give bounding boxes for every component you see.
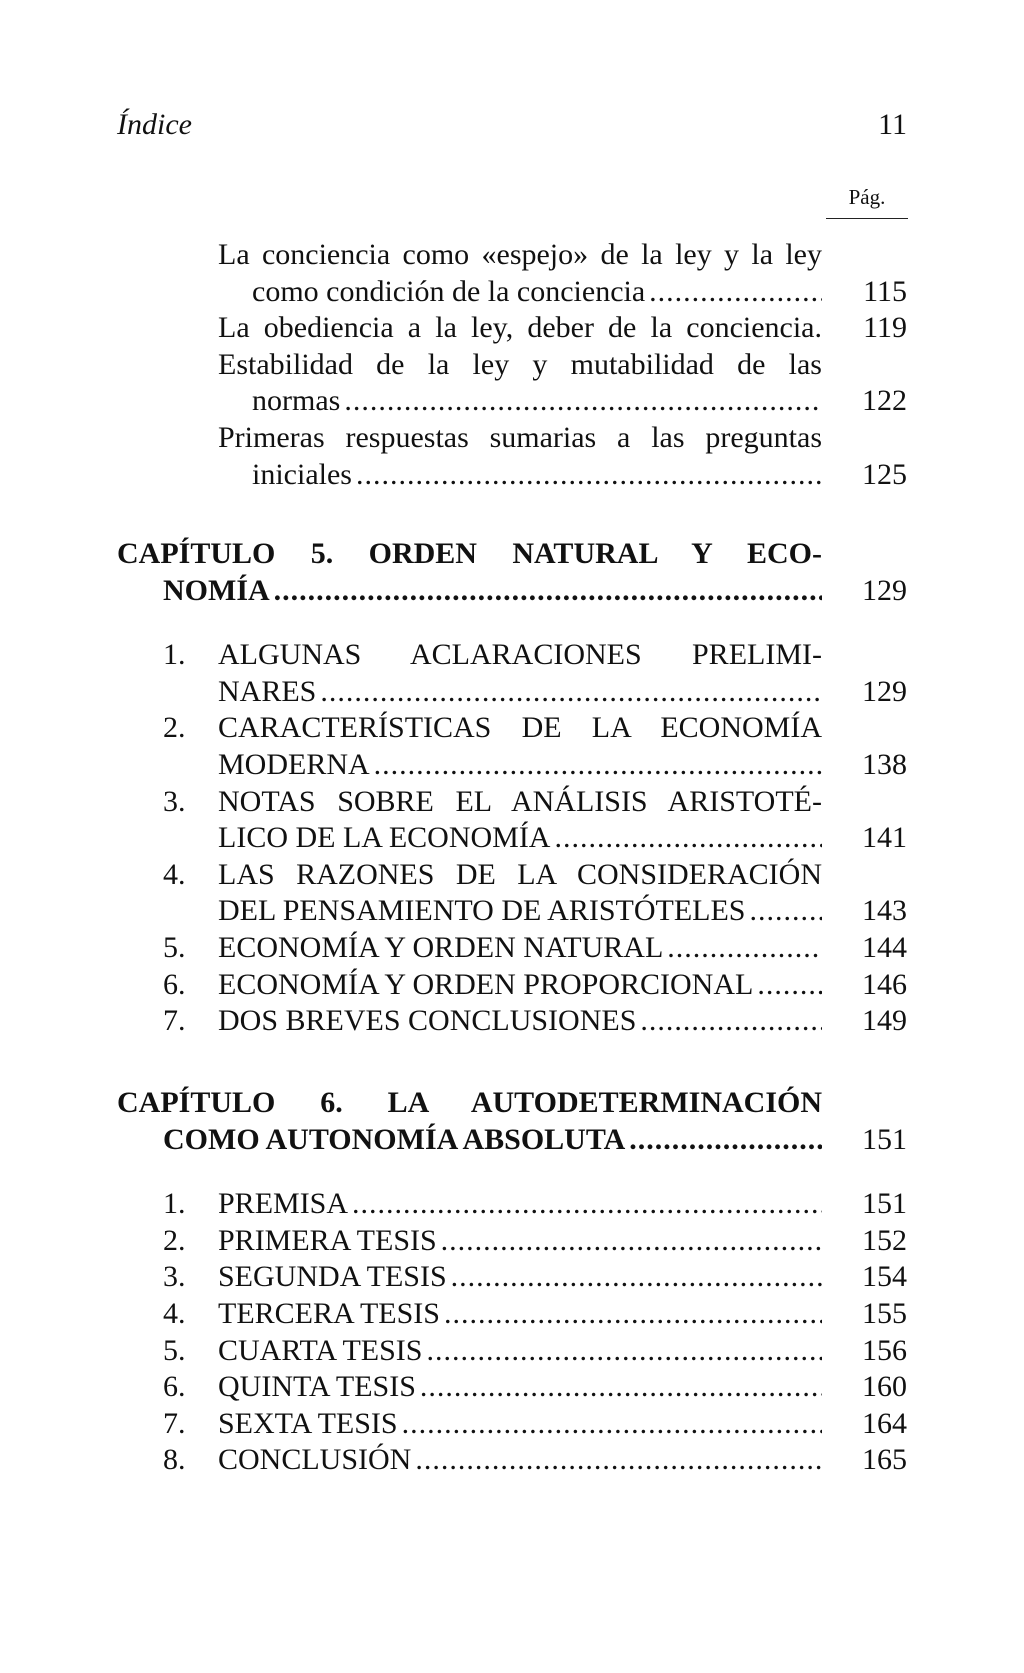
entry-line: [218, 1441, 822, 1479]
page-ref: 160: [862, 1370, 907, 1403]
item-number: 7.: [163, 1407, 186, 1440]
toc-entry: [252, 273, 822, 311]
entry-line: [218, 892, 822, 930]
entry-text: COMO AUTONOMÍA ABSOLUTA: [163, 1123, 626, 1156]
toc-entry: [218, 346, 822, 384]
entry-line: [218, 1405, 822, 1443]
page-column-label: Pág.: [848, 185, 886, 209]
item-number: 1.: [163, 1187, 186, 1220]
entry-line: [218, 1368, 822, 1406]
entry-text: PREMISA: [218, 1187, 349, 1220]
item-number: 3.: [163, 1260, 186, 1293]
item-number: 1.: [163, 638, 186, 671]
entry-line: [252, 273, 822, 311]
entry-text: DEL PENSAMIENTO DE ARISTÓTELES: [218, 894, 746, 927]
entry-line: CAPÍTULO 5. ORDEN NATURAL Y ECO-: [117, 537, 822, 570]
item-number: 7.: [163, 1004, 186, 1037]
dot-leader: [451, 1258, 822, 1296]
toc-item: [218, 709, 822, 747]
toc-item: [218, 966, 822, 1004]
page-ref: 165: [862, 1443, 907, 1476]
toc-item: [218, 1332, 822, 1370]
entry-line: [218, 1222, 822, 1260]
entry-line: Primeras respuestas sumarias a las preguntas: [218, 421, 822, 454]
page-ref: 143: [862, 894, 907, 927]
entry-text: LICO DE LA ECONOMÍA: [218, 821, 551, 854]
toc-item: [218, 1295, 822, 1333]
entry-text: SEXTA TESIS: [218, 1407, 398, 1440]
page-ref: 129: [862, 675, 907, 708]
page-ref: 141: [862, 821, 907, 854]
item-number: 4.: [163, 858, 186, 891]
dot-leader: [352, 1185, 822, 1223]
item-number: 6.: [163, 1370, 186, 1403]
page-ref: 151: [862, 1187, 907, 1220]
page-ref: 115: [863, 275, 907, 308]
entry-text: TERCERA TESIS: [218, 1297, 440, 1330]
dot-leader: [320, 673, 822, 711]
entry-line: [163, 1121, 822, 1159]
entry-line: [252, 382, 822, 420]
dot-leader: [649, 273, 822, 311]
page-ref: 149: [862, 1004, 907, 1037]
toc-item: [218, 673, 822, 711]
entry-line: La conciencia como «espejo» de la ley y la ley: [218, 238, 822, 271]
page-ref: 164: [862, 1407, 907, 1440]
toc-item: [218, 1368, 822, 1406]
page-ref: 151: [862, 1123, 907, 1156]
running-head-title: Índice: [117, 108, 192, 141]
toc-entry: [218, 236, 822, 274]
toc-entry: [252, 382, 822, 420]
entry-text: DOS BREVES CONCLUSIONES: [218, 1004, 637, 1037]
toc-item: [218, 1441, 822, 1479]
dot-leader: [750, 892, 823, 930]
entry-line: [218, 819, 822, 857]
chapter-heading: [117, 535, 822, 573]
toc-entry: [218, 419, 822, 457]
chapter-heading: [163, 572, 822, 610]
entry-text: QUINTA TESIS: [218, 1370, 416, 1403]
dot-leader: [374, 746, 822, 784]
toc-item: [218, 819, 822, 857]
entry-line: [218, 966, 822, 1004]
page-ref: 119: [863, 311, 907, 344]
toc-item: [218, 746, 822, 784]
item-number: 2.: [163, 1224, 186, 1257]
entry-line: [218, 1002, 822, 1040]
dot-leader: [667, 929, 822, 967]
entry-line: [163, 572, 822, 610]
dot-leader: [629, 1121, 822, 1159]
toc-item: [218, 929, 822, 967]
dot-leader: [356, 456, 822, 494]
item-number: 2.: [163, 711, 186, 744]
entry-text: normas: [252, 384, 341, 417]
item-number: 3.: [163, 785, 186, 818]
toc-item: [218, 1405, 822, 1443]
entry-line: CAPÍTULO 6. LA AUTODETERMINACIÓN: [117, 1086, 822, 1119]
page-ref: 155: [862, 1297, 907, 1330]
entry-text: ECONOMÍA Y ORDEN NATURAL: [218, 931, 664, 964]
dot-leader: [757, 966, 822, 1004]
entry-line: Estabilidad de la ley y mutabilidad de las: [218, 348, 822, 381]
page-ref: 122: [862, 384, 907, 417]
toc-item: [218, 856, 822, 894]
toc-item: [218, 1222, 822, 1260]
running-head: [117, 108, 907, 148]
item-number: 6.: [163, 968, 186, 1001]
entry-line: [218, 1258, 822, 1296]
entry-text: PRIMERA TESIS: [218, 1224, 437, 1257]
entry-text: SEGUNDA TESIS: [218, 1260, 447, 1293]
entry-text: CONCLUSIÓN: [218, 1443, 412, 1476]
dot-leader: [554, 819, 822, 857]
dot-leader: [274, 572, 822, 610]
toc-entry: [252, 456, 822, 494]
entry-line: [218, 1295, 822, 1333]
toc-item: [218, 636, 822, 674]
page-ref: 146: [862, 968, 907, 1001]
page-ref: 156: [862, 1334, 907, 1367]
entry-line: [218, 1332, 822, 1370]
entry-text: CUARTA TESIS: [218, 1334, 423, 1367]
page-ref: 125: [862, 458, 907, 491]
page-column-rule: [826, 218, 908, 219]
page-ref: 152: [862, 1224, 907, 1257]
page-ref: 154: [862, 1260, 907, 1293]
entry-line: NOTAS SOBRE EL ANÁLISIS ARISTOTÉ-: [218, 785, 822, 818]
entry-line: La obediencia a la ley, deber de la conciencia.: [218, 311, 822, 344]
toc-item: [218, 1185, 822, 1223]
entry-text: MODERNA: [218, 748, 370, 781]
chapter-heading: [117, 1084, 822, 1122]
toc-entry: [218, 309, 822, 347]
page-ref: 144: [862, 931, 907, 964]
toc-item: [218, 1002, 822, 1040]
dot-leader: [441, 1222, 822, 1260]
dot-leader: [344, 382, 822, 420]
entry-line: [218, 1185, 822, 1223]
chapter-heading: [163, 1121, 822, 1159]
toc-item: [218, 783, 822, 821]
entry-line: [218, 929, 822, 967]
entry-text: como condición de la conciencia: [252, 275, 646, 308]
dot-leader: [420, 1368, 822, 1406]
toc-item: [218, 1258, 822, 1296]
dot-leader: [426, 1332, 822, 1370]
entry-text: NARES: [218, 675, 317, 708]
toc-item: [218, 892, 822, 930]
item-number: 4.: [163, 1297, 186, 1330]
entry-line: CARACTERÍSTICAS DE LA ECONOMÍA: [218, 711, 822, 744]
dot-leader: [402, 1405, 822, 1443]
entry-line: [252, 456, 822, 494]
entry-text: ECONOMÍA Y ORDEN PROPORCIONAL: [218, 968, 754, 1001]
entry-text: iniciales: [252, 458, 352, 491]
item-number: 5.: [163, 1334, 186, 1367]
entry-line: LAS RAZONES DE LA CONSIDERACIÓN: [218, 858, 822, 891]
page-ref: 138: [862, 748, 907, 781]
entry-text: NOMÍA: [163, 574, 270, 607]
dot-leader: [640, 1002, 822, 1040]
item-number: 8.: [163, 1443, 186, 1476]
running-head-page-number: 11: [878, 108, 907, 141]
dot-leader: [415, 1441, 822, 1479]
page-ref: 129: [862, 574, 907, 607]
entry-line: [218, 673, 822, 711]
item-number: 5.: [163, 931, 186, 964]
entry-line: ALGUNAS ACLARACIONES PRELIMI-: [218, 638, 822, 671]
dot-leader: [444, 1295, 822, 1333]
entry-line: [218, 746, 822, 784]
